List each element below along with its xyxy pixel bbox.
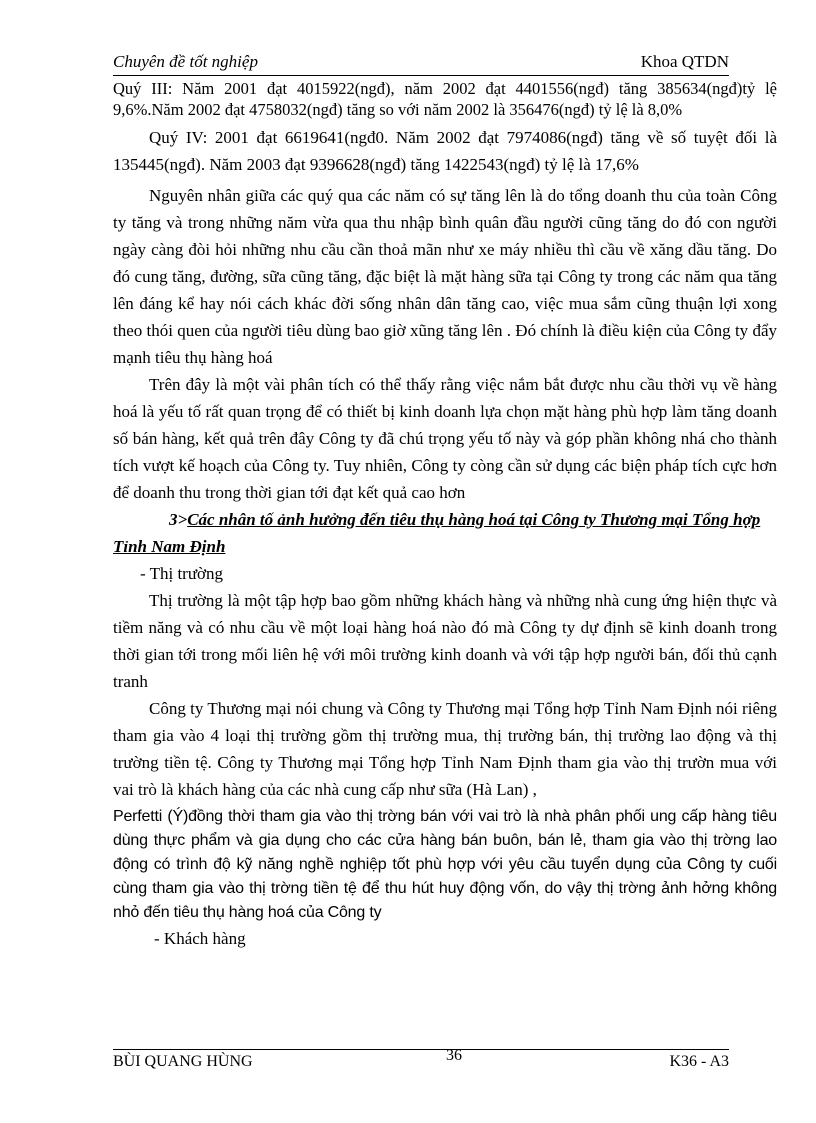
bullet-market: - Thị trường	[140, 564, 224, 583]
page-header	[113, 52, 729, 74]
section-heading	[113, 506, 777, 560]
document-title: Chuyên đề tốt nghiệp	[113, 52, 258, 71]
paragraph-q3: Quý III: Năm 2001 đạt 4015922(ngđ), năm 2002 đạt 4401556(ngđ) tăng 385634(ngđ)tỷ lệ 9,6%.Năm 2002 đạt 4758032(ngđ) tăng so với năm 2002 là 356476(ngđ) tỷ lệ là 8,0%	[113, 79, 777, 119]
department-name: Khoa QTDN	[640, 52, 729, 71]
page-number: 36	[446, 1047, 462, 1064]
page-footer	[113, 1047, 729, 1075]
paragraph-market-definition: Thị trường là một tập hợp bao gồm những khách hàng và những nhà cung ứng hiện thực và tiềm năng và có nhu cầu về một loại hàng hoá nào đó mà Công ty dự định sẽ kinh doanh trong thời gian tới trong mối liên hệ với môi trường kinh doanh và với tập hợp người bán, đối thủ cạnh tranh	[113, 591, 777, 691]
bullet-customer: - Khách hàng	[154, 929, 246, 948]
page-body	[113, 78, 777, 952]
section-title: Các nhân tố ảnh hưởng đến tiêu thụ hàng hoá tại Công ty Thương mại Tổng hợp Tỉnh Nam Định	[113, 510, 761, 556]
section-number: 3>	[169, 510, 188, 529]
paragraph-summary: Trên đây là một vài phân tích có thể thấy rằng việc nắm bắt được nhu cầu thời vụ về hàng hoá là yếu tố rất quan trọng để có thiết bị kinh doanh lựa chọn mặt hàng phù hợp làm tăng doanh số bán hàng, kết quả trên đây Công ty đã chú trọng yếu tố này và góp phần không nhá cho thành tích vượt kế hoạch của Công ty. Tuy nhiên, Công ty còng cần sử dụng các biện pháp tích cực hơn để doanh thu trong thời gian tới đạt kết quả cao hơn	[113, 375, 777, 502]
paragraph-q4: Quý IV: 2001 đạt 6619641(ngđ0. Năm 2002 đạt 7974086(ngđ) tăng về số tuyệt đối là 135445(ngđ). Năm 2003 đạt 9396628(ngđ) tăng 1422543(ngđ) tỷ lệ là 17,6%	[113, 128, 777, 174]
author-name: BÙI QUANG HÙNG	[113, 1053, 253, 1070]
header-divider	[113, 75, 729, 76]
class-code: K36 - A3	[669, 1053, 729, 1070]
paragraph-reason: Nguyên nhân giữa các quý qua các năm có sự tăng lên là do tổng doanh thu của toàn Công ty tăng và trong những năm vừa qua thu nhập bình quân đầu người cũng tăng do đó con người ngày càng đòi hỏi những nhu cầu cần thoả mãn như xe máy nhiều thì cầu về xăng dầu tăng. Do đó cung tăng, đường, sữa cũng tăng, đặc biệt là mặt hàng sữa tại Công ty trong các năm qua tăng lên đáng kể hay nói cách khác đời sống nhân dân tăng cao, việc mua sắm cũng thuận lợi xong theo thói quen của người tiêu dùng bao giờ xũng tăng lên . Đó chính là điều kiện của Công ty đẩy mạnh tiêu thụ hàng hoá	[113, 186, 777, 367]
paragraph-company-roles: Perfetti (Ý)đồng thời tham gia vào thị trờng bán với vai trò là nhà phân phối ung cấp hàng tiêu dùng thực phẩm và gia dụng cho các cửa hàng bán buôn, bán lẻ, tham gia vào thị trờng lao động có trình độ kỹ năng nghề nghiệp tốt phù hợp với yêu cầu tuyển dụng của Công ty cuối cùng tham gia vào thị trờng tiền tệ để thu hút huy động vốn, do vậy thị trờng ảnh hởng không nhỏ đến tiêu thụ hàng hoá của Công ty	[113, 808, 777, 921]
paragraph-company-markets: Công ty Thương mại nói chung và Công ty Thương mại Tổng hợp Tỉnh Nam Định nói riêng tham gia vào 4 loại thị trường gồm thị trường mua, thị trường bán, thị trường lao động và thị trường tiền tệ. Công ty Thương mại Tổng hợp Tỉnh Nam Định tham gia vào thị trườn mua với vai trò là khách hàng của các nhà cung cấp như sữa (Hà Lan) ,	[113, 699, 777, 799]
footer-divider	[113, 1049, 729, 1050]
